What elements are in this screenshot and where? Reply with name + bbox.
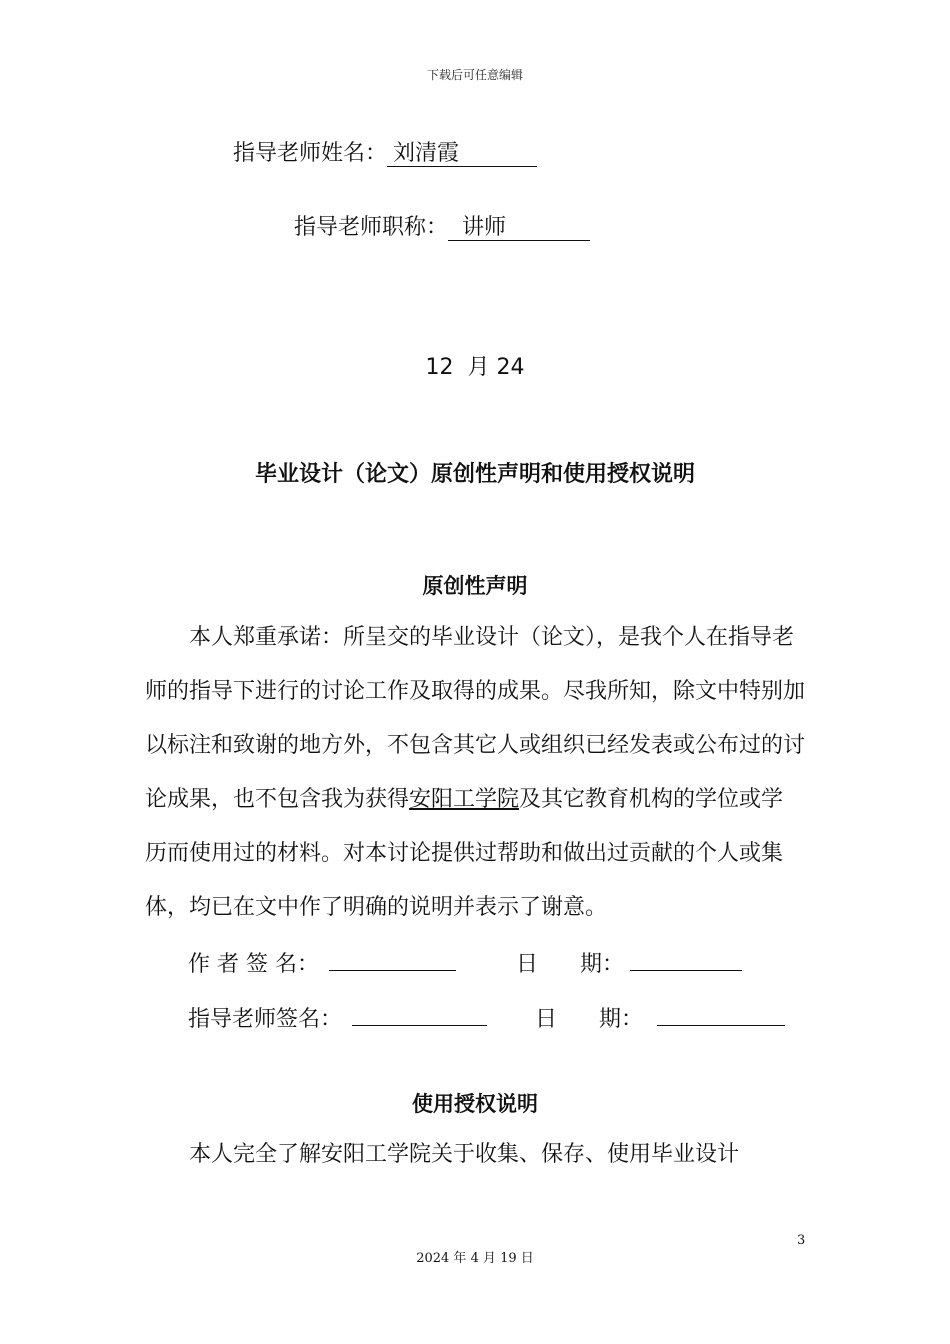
advisor-signature-label: 指导老师签名： xyxy=(188,1007,343,1032)
originality-paragraph xyxy=(145,611,805,935)
page-number: 3 xyxy=(797,1233,806,1248)
school-link: 安阳工学院 xyxy=(409,787,520,812)
date-line: 12 月 24 xyxy=(425,355,525,380)
advisor-name-line xyxy=(233,136,537,167)
advisor-name-value: 刘清霞 xyxy=(393,141,460,166)
author-date-label: 日 期： xyxy=(516,952,624,977)
authorization-heading: 使用授权说明 xyxy=(412,1092,538,1116)
originality-text-2: 及其它教育机构的学位或学历而使用过的材料。对本讨论提供过帮助和做出过贡献的个人或集体，均已在文中作了明确的说明并表示了谢意。 xyxy=(145,787,784,920)
advisor-signature-blank[interactable] xyxy=(352,1005,487,1026)
authorization-text: 本人完全了解安阳工学院关于收集、保存、使用毕业设计 xyxy=(189,1142,740,1167)
advisor-title-field xyxy=(448,216,590,241)
author-signature-line xyxy=(188,947,456,978)
advisor-name-field xyxy=(387,142,537,167)
advisor-date-label: 日 期： xyxy=(535,1007,643,1032)
advisor-name-label: 指导老师姓名： xyxy=(233,141,388,166)
advisor-signature-line xyxy=(188,1002,487,1033)
author-date-blank[interactable] xyxy=(630,950,742,971)
page-header: 下载后可任意编辑 xyxy=(426,68,523,82)
author-signature-label: 作 者 签 名： xyxy=(188,952,319,977)
advisor-date-blank[interactable] xyxy=(657,1005,785,1026)
advisor-title-value: 讲师 xyxy=(462,215,507,240)
authorization-paragraph xyxy=(145,1128,805,1182)
author-signature-blank[interactable] xyxy=(329,950,456,971)
advisor-title-label: 指导老师职称： xyxy=(294,215,449,240)
advisor-title-line xyxy=(294,210,590,241)
footer-date: 2024 年 4 月 19 日 xyxy=(416,1251,534,1266)
originality-heading: 原创性声明 xyxy=(422,574,528,598)
advisor-date-line xyxy=(535,1002,785,1033)
author-date-line xyxy=(516,947,742,978)
originality-text-1: 本人郑重承诺：所呈交的毕业设计（论文），是我个人在指导老师的指导下进行的讨论工作及取得的成果。尽我所知，除文中特别加以标注和致谢的地方外，不包含其它人或组织已经发表或公布过的讨论成果，也不包含我为获得 xyxy=(145,625,806,812)
document-title: 毕业设计（论文）原创性声明和使用授权说明 xyxy=(254,462,695,487)
